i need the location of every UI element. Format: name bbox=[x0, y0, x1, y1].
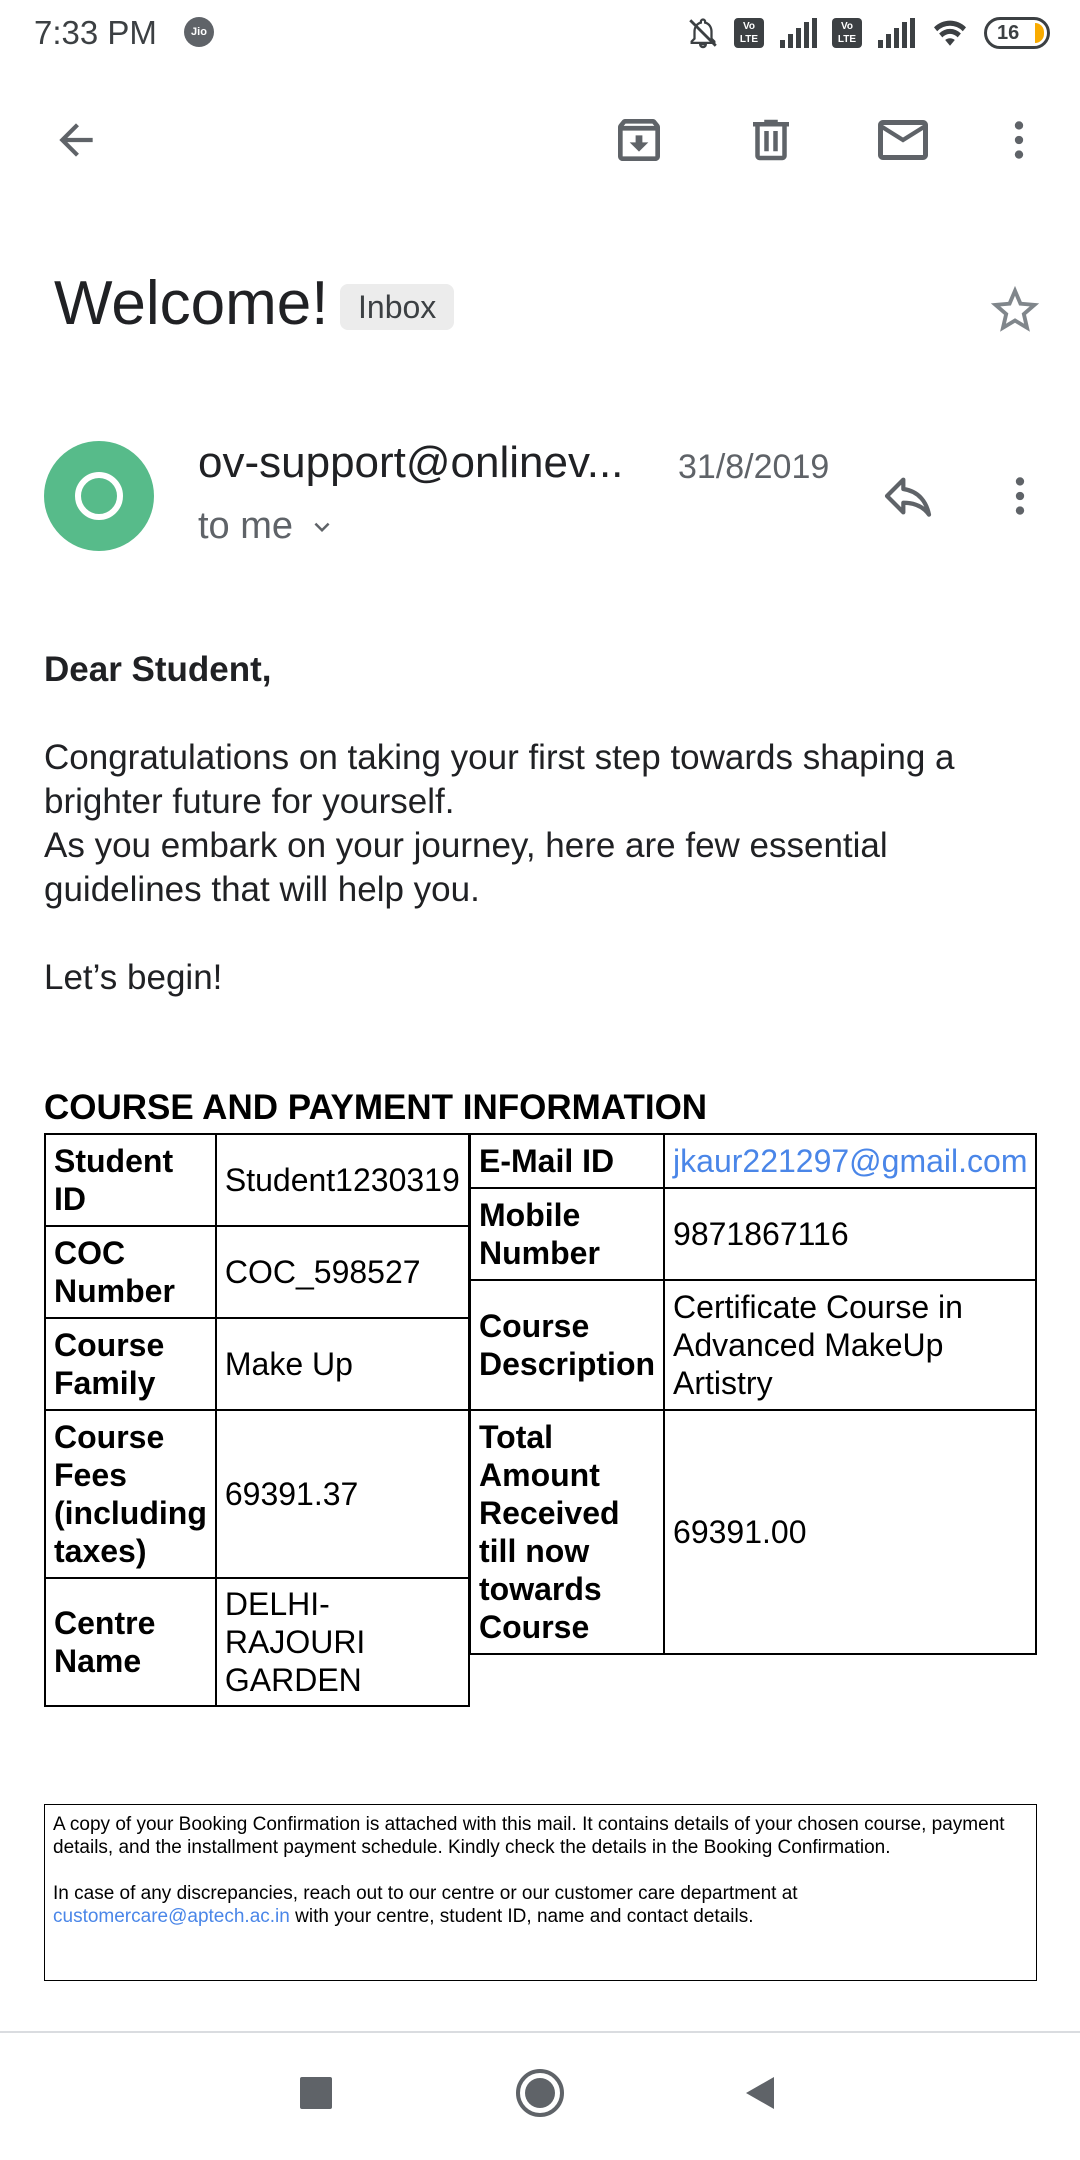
home-button[interactable] bbox=[500, 2053, 580, 2133]
table-row bbox=[45, 1226, 469, 1318]
signal-icon bbox=[778, 18, 818, 48]
table-key: COC Number bbox=[45, 1226, 216, 1318]
notice-line-1: A copy of your Booking Confirmation is attached with this mail. It contains details of your chosen course, payment details, and the installment payment schedule. Kindly check the details in the Booking Confirmation. bbox=[53, 1814, 1005, 1858]
greeting: Dear Student, bbox=[44, 650, 272, 689]
email-date: 31/8/2019 bbox=[678, 448, 830, 486]
more-vert-icon bbox=[995, 471, 1045, 521]
table-key: Mobile Number bbox=[470, 1188, 664, 1280]
email-subject: Welcome! bbox=[54, 269, 329, 338]
table-value: COC_598527 bbox=[216, 1226, 469, 1318]
email-toolbar bbox=[0, 100, 1080, 180]
table-row bbox=[45, 1410, 469, 1578]
wifi-icon bbox=[930, 17, 970, 49]
table-row bbox=[470, 1410, 1036, 1654]
body-line-2: As you embark on your journey, here are few essential guidelines that will help you. bbox=[44, 826, 888, 909]
table-key: E-Mail ID bbox=[470, 1134, 664, 1188]
status-icons bbox=[686, 14, 1050, 52]
battery-icon bbox=[984, 17, 1050, 49]
table-key: Course Description bbox=[470, 1280, 664, 1410]
customer-care-link[interactable]: customercare@aptech.ac.in bbox=[53, 1906, 290, 1927]
volte-icon: Vo LTE bbox=[832, 18, 862, 48]
table-row bbox=[45, 1578, 469, 1706]
mark-unread-button[interactable] bbox=[863, 100, 943, 180]
booking-notice bbox=[44, 1804, 1037, 1981]
more-options-button[interactable] bbox=[979, 100, 1059, 180]
table-key: Student ID bbox=[45, 1134, 216, 1226]
table-row bbox=[470, 1134, 1036, 1188]
signal-icon bbox=[876, 18, 916, 48]
table-value: 9871867116 bbox=[664, 1188, 1036, 1280]
recents-button[interactable] bbox=[276, 2053, 356, 2133]
email-body bbox=[44, 648, 1044, 1000]
avatar-letter-o bbox=[72, 469, 126, 523]
course-info-table-right bbox=[469, 1133, 1037, 1655]
lets-begin: Let’s begin! bbox=[44, 958, 223, 997]
bell-off-icon bbox=[686, 16, 720, 50]
table-key: Total Amount Received till now towards Course bbox=[470, 1410, 664, 1654]
table-row bbox=[470, 1280, 1036, 1410]
notice-suffix: with your centre, student ID, name and contact details. bbox=[295, 1906, 754, 1927]
sender-avatar[interactable] bbox=[44, 441, 154, 551]
archive-icon bbox=[611, 112, 667, 168]
inbox-label-chip[interactable]: Inbox bbox=[340, 284, 454, 330]
chevron-down-icon bbox=[307, 512, 337, 542]
back-triangle-icon bbox=[740, 2073, 780, 2113]
back-nav-button[interactable] bbox=[720, 2053, 800, 2133]
volte-icon: Vo LTE bbox=[734, 18, 764, 48]
status-bar bbox=[0, 0, 1080, 66]
message-more-button[interactable] bbox=[980, 456, 1060, 536]
status-time: 7:33 PM bbox=[34, 14, 157, 51]
table-value: Make Up bbox=[216, 1318, 469, 1410]
more-vert-icon bbox=[994, 115, 1044, 165]
email-id-link[interactable]: jkaur221297@gmail.com bbox=[664, 1134, 1036, 1188]
reply-icon bbox=[880, 468, 936, 524]
mark-unread-icon bbox=[873, 110, 933, 170]
notice-line-2 bbox=[53, 1882, 1028, 1928]
delete-button[interactable] bbox=[731, 100, 811, 180]
delete-icon bbox=[744, 113, 798, 167]
table-key: Course Family bbox=[45, 1318, 216, 1410]
table-value: 69391.00 bbox=[664, 1410, 1036, 1654]
table-value: 69391.37 bbox=[216, 1410, 469, 1578]
body-line-1: Congratulations on taking your first step towards shaping a brighter future for yourself. bbox=[44, 738, 955, 821]
navigation-bar bbox=[0, 2033, 1080, 2160]
table-key: Centre Name bbox=[45, 1578, 216, 1706]
table-value: DELHI-RAJOURI GARDEN bbox=[216, 1578, 469, 1706]
battery-fill bbox=[1035, 23, 1044, 43]
reply-button[interactable] bbox=[868, 456, 948, 536]
back-arrow-icon bbox=[51, 115, 101, 165]
notice-prefix: In case of any discrepancies, reach out to our centre or our customer care department at bbox=[53, 1883, 798, 1904]
jio-icon: Jio bbox=[184, 17, 214, 47]
table-row bbox=[45, 1318, 469, 1410]
body-paragraph bbox=[44, 736, 1044, 912]
course-info-table-left bbox=[44, 1133, 470, 1707]
home-icon bbox=[514, 2067, 566, 2119]
recipient-label: to me bbox=[198, 505, 294, 547]
table-row bbox=[470, 1188, 1036, 1280]
table-value: Certificate Course in Advanced MakeUp Artistry bbox=[664, 1280, 1036, 1410]
table-value: Student1230319 bbox=[216, 1134, 469, 1226]
battery-level: 16 bbox=[997, 22, 1020, 44]
recipient-details-toggle[interactable] bbox=[198, 505, 337, 548]
archive-button[interactable] bbox=[599, 100, 679, 180]
table-row bbox=[45, 1134, 469, 1226]
star-icon bbox=[986, 281, 1044, 339]
star-button[interactable] bbox=[975, 270, 1055, 350]
back-button[interactable] bbox=[36, 100, 116, 180]
section-title: COURSE AND PAYMENT INFORMATION bbox=[44, 1088, 708, 1127]
table-key: Course Fees (including taxes) bbox=[45, 1410, 216, 1578]
sender-name[interactable]: ov-support@onlinev... bbox=[198, 438, 624, 487]
recents-icon bbox=[298, 2075, 334, 2111]
